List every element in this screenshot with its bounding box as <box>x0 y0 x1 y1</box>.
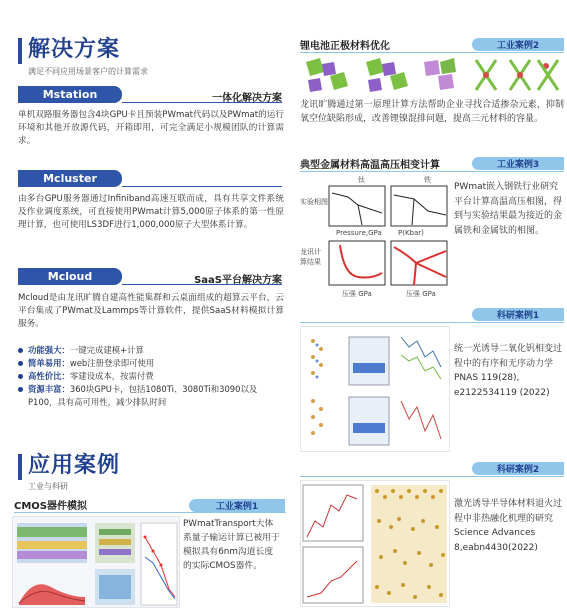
battery-figure <box>300 56 564 94</box>
cmos-device-illustration <box>13 517 181 609</box>
research1-figure <box>300 326 450 452</box>
bullet-item: 资源丰富：360块GPU卡，包括1080Ti、3080Ti和3090以及P100，具有高可用性，减少排队时间 <box>18 383 284 409</box>
metal-phase-figure <box>300 175 450 303</box>
solutions-subtitle: 满足不同应用场景客户的计算需求 <box>28 67 148 76</box>
col-ti-label: 钛 <box>358 176 365 184</box>
battery-badge: 工业案例2 <box>472 38 564 51</box>
laser-annealing-illustration <box>301 481 451 608</box>
mcloud-bullets <box>18 344 284 409</box>
exp-label: 实验相图 <box>300 198 328 206</box>
crystal-structures-illustration <box>300 56 564 94</box>
cmos-title: CMOS器件模拟 <box>14 501 87 512</box>
solutions-title-block <box>18 36 120 64</box>
x-axis-1: Pressure,GPa <box>336 229 382 237</box>
right-column <box>292 0 567 611</box>
cases-title: 应用案例 <box>28 453 121 478</box>
title-accent-bar <box>18 38 22 64</box>
metal-title: 典型金属材料高温高压相变计算 <box>300 160 440 171</box>
cmos-text: PWmatTransport大体系量子输运计算已被用于模拟具有6nm沟道长度的实际CMOS器件。 <box>183 519 280 571</box>
vo2-dynamics-illustration <box>301 327 451 453</box>
bullet-item: 功能强大：一键完成建模+计算 <box>18 344 284 357</box>
bullet-item: 简单易用：web注册登录即可使用 <box>18 357 284 370</box>
cases-title-block <box>18 452 120 480</box>
mcluster-badge: Mcluster <box>18 170 122 187</box>
battery-title: 锂电池正极材料优化 <box>300 41 390 52</box>
cmos-rule <box>14 512 286 513</box>
x-axis-2: P(Kbar) <box>398 229 424 237</box>
col-fe-label: 铁 <box>424 176 431 184</box>
mcloud-text: Mcloud是由龙讯旷腾自建高性能集群和云桌面组成的超算云平台，云平台集成了PWmat及Lammps等计算软件，提供SaaS材料模拟计算服务。 <box>18 293 284 329</box>
research2-badge: 科研案例2 <box>472 462 564 475</box>
calc-label: 龙讯计算结果 <box>300 248 321 266</box>
mstation-heading: 一体化解决方案 <box>212 93 282 104</box>
mcluster-text: 由多台GPU服务器通过Infiniband高速互联而成，具有共享文件系统及作业调度系统，可直接使用PWmat计算5,000原子体系的第一性原理计算，也可使用LS3DF进行1,000,000原子大型体系计算。 <box>18 194 284 230</box>
metal-badge: 工业案例3 <box>472 157 564 170</box>
battery-text: 龙讯旷腾通过第一原理计算方法帮助企业寻找合适掺杂元素，抑制氧空位缺陷形成，改善锂镍混排问题，提高三元材料的容量。 <box>300 100 564 124</box>
research1-rule <box>300 322 564 323</box>
solutions-title: 解决方案 <box>28 37 121 62</box>
metal-text: PWmat嵌入钢铁行业研究平台计算高温高压相图，得到与实验结果最为接近的金属铁和金属钛的相图。 <box>454 182 563 236</box>
mcluster-rule <box>122 186 282 187</box>
x-axis-4: 压强 GPa <box>406 290 436 298</box>
research1-text: 统一光诱导二氧化钒相变过程中的有序和无序动力学 PNAS 119(28), e2122534119 (2022) <box>454 344 563 398</box>
cmos-badge: 工业案例1 <box>189 499 285 512</box>
cmos-figure <box>12 516 180 608</box>
research2-figure <box>300 480 450 607</box>
research2-text: 激光诱导半导体材料退火过程中非热融化机理的研究 Science Advances 8,eabn4430(2022) <box>454 499 563 553</box>
bullet-item: 高性价比：零建设成本，按需付费 <box>18 370 284 383</box>
mcloud-badge: Mcloud <box>18 268 122 285</box>
cases-subtitle: 工业与科研 <box>28 482 68 491</box>
research1-badge: 科研案例1 <box>472 308 564 321</box>
mstation-text: 单机双路服务器包含4块GPU卡且预装PWmat代码以及PWmat的运行环境和其他开放源代码，开箱即用，可完全满足小规模团队的计算需求。 <box>18 110 284 146</box>
mcloud-heading: SaaS平台解决方案 <box>194 275 282 286</box>
x-axis-3: 压强 GPa <box>342 290 372 298</box>
battery-rule <box>300 52 564 53</box>
metal-rule <box>300 171 564 172</box>
title-accent-bar <box>18 454 22 480</box>
phase-diagrams <box>328 185 450 297</box>
mstation-badge: Mstation <box>18 86 122 103</box>
research2-rule <box>300 476 564 477</box>
